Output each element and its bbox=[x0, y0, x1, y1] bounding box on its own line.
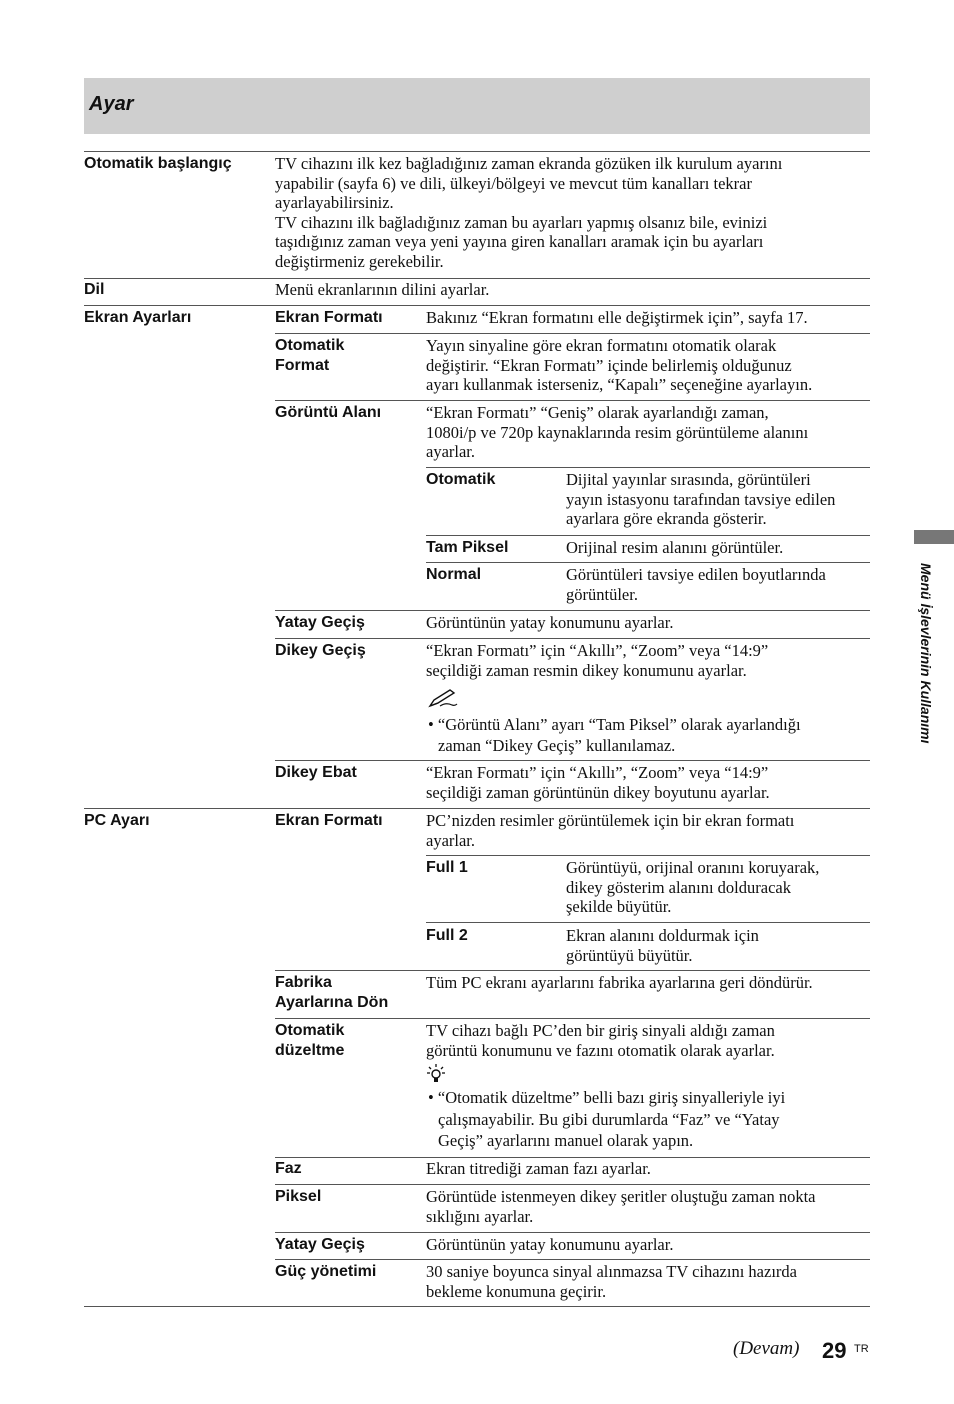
text-line: Menü ekranlarının dilini ayarlar. bbox=[275, 280, 490, 299]
tip-line: Geçiş” ayarlarını manuel olarak yapın. bbox=[438, 1131, 694, 1150]
text-line: ayarlar. bbox=[426, 830, 476, 850]
text-line: bekleme konumuna geçirir. bbox=[426, 1281, 607, 1301]
page-number: 29 bbox=[822, 1338, 847, 1363]
row-text-otomatik-baslangic bbox=[275, 154, 782, 272]
sub-text-piksel bbox=[426, 1187, 815, 1226]
sub-label-dikey-gecis: Dikey Geçiş bbox=[275, 642, 366, 659]
rule bbox=[426, 562, 870, 563]
text-line: Görüntünün yatay konumunu ayarlar. bbox=[426, 613, 674, 632]
text-line: yayın istasyonu tarafından tavsiye edilen bbox=[566, 489, 836, 509]
rule bbox=[275, 1018, 870, 1019]
rule bbox=[275, 970, 870, 971]
sub-text-ekran-formati bbox=[426, 308, 808, 328]
option-label-full-1: Full 1 bbox=[426, 859, 468, 876]
text-line: Yayın sinyaline göre ekran formatını otomatik olarak bbox=[426, 336, 777, 355]
pencil-note-icon bbox=[428, 688, 458, 708]
sub-label-faz: Faz bbox=[275, 1160, 302, 1177]
language-code: TR bbox=[854, 1343, 869, 1355]
row-label-otomatik-baslangic: Otomatik başlangıç bbox=[84, 155, 232, 172]
tip-otomatik-duzeltme bbox=[428, 1087, 785, 1152]
text-line: PC’nizden resimler görüntülemek için bir ekran formatı bbox=[426, 811, 795, 830]
note-line: zaman “Dikey Geçiş” kullanılamaz. bbox=[438, 736, 676, 755]
rule bbox=[275, 610, 870, 611]
text-line: değiştirir. “Ekran Formatı” içinde belirlemiş olduğunuz bbox=[426, 355, 792, 375]
sub-label-otomatik-format bbox=[275, 336, 344, 376]
note-line: • “Görüntü Alanı” ayarı “Tam Piksel” olarak ayarlandığı bbox=[428, 715, 801, 734]
label-line: Ayarlarına Dön bbox=[275, 994, 389, 1011]
text-line: Tüm PC ekranı ayarlarını fabrika ayarlarına geri döndürür. bbox=[426, 973, 813, 992]
label-line: Fabrika bbox=[275, 974, 332, 991]
text-line: Görüntüyü, orijinal oranını koruyarak, bbox=[566, 858, 820, 877]
text-line: görüntüyü büyütür. bbox=[566, 945, 693, 965]
label-line: Otomatik bbox=[275, 337, 345, 354]
sub-label-fabrika bbox=[275, 973, 388, 1013]
tip-line: çalışmayabilir. Bu gibi durumlarda “Faz” ve “Yatay bbox=[438, 1109, 780, 1129]
sub-label-ekran-formati: Ekran Formatı bbox=[275, 309, 383, 326]
side-tab-label: Menü İşlevlerinin Kullanımı bbox=[918, 563, 934, 744]
text-line: Görüntünün yatay konumunu ayarlar. bbox=[426, 1235, 674, 1254]
text-line: şekilde büyütür. bbox=[566, 897, 672, 917]
sub-label-piksel: Piksel bbox=[275, 1188, 322, 1205]
text-line: ayarlara göre ekranda gösterir. bbox=[566, 509, 767, 529]
row-label-pc-ayari: PC Ayarı bbox=[84, 812, 150, 829]
text-line: değiştirmeniz gerekebilir. bbox=[275, 251, 444, 271]
option-text-normal bbox=[566, 565, 826, 604]
option-text-full-2 bbox=[566, 926, 759, 965]
sub-label-yatay-gecis: Yatay Geçiş bbox=[275, 614, 365, 631]
text-line: dikey gösterim alanını dolduracak bbox=[566, 877, 791, 897]
label-line: düzeltme bbox=[275, 1042, 345, 1059]
row-text-dil bbox=[275, 280, 489, 300]
side-tab-text bbox=[912, 563, 936, 803]
rule bbox=[426, 467, 870, 468]
sub-text-otomatik-format bbox=[426, 336, 812, 395]
text-line: ayarlar. bbox=[426, 442, 476, 462]
text-line: TV cihazı bağlı PC’den bir giriş sinyali aldığı zaman bbox=[426, 1021, 775, 1040]
section-title: Ayar bbox=[89, 93, 134, 115]
option-label-full-2: Full 2 bbox=[426, 927, 468, 944]
label-line: Format bbox=[275, 357, 330, 374]
text-line: 30 saniye boyunca sinyal alınmazsa TV cihazını hazırda bbox=[426, 1262, 797, 1281]
lightbulb-tip-icon bbox=[427, 1063, 445, 1085]
text-line: Bakınız “Ekran formatını elle değiştirmek için”, sayfa 17. bbox=[426, 308, 808, 327]
rule bbox=[84, 278, 870, 279]
text-line: yapabilir (sayfa 6) ve dili, ülkeyi/bölgeyi ve mevcut tüm kanalları tekrar bbox=[275, 173, 752, 193]
option-label-normal: Normal bbox=[426, 566, 482, 583]
rule bbox=[84, 808, 870, 809]
sub-text-goruntu-alani bbox=[426, 403, 808, 462]
text-line: görüntüler. bbox=[566, 584, 638, 604]
sub-label-otomatik-duzeltme bbox=[275, 1021, 344, 1061]
rule bbox=[275, 638, 870, 639]
sub-label-dikey-ebat: Dikey Ebat bbox=[275, 764, 357, 781]
text-line: Ekran alanını doldurmak için bbox=[566, 926, 759, 945]
sub-text-pc-yatay-gecis bbox=[426, 1235, 673, 1255]
text-line: ayarı kullanmak isterseniz, “Kapalı” seçeneğine ayarlayın. bbox=[426, 375, 813, 395]
text-line: taşıdığınız zaman veya yeni yayına giren kanalları aramak için bu ayarları bbox=[275, 232, 764, 252]
rule bbox=[426, 922, 870, 923]
rule bbox=[275, 1184, 870, 1185]
sub-label-pc-ekran-formati: Ekran Formatı bbox=[275, 812, 383, 829]
rule bbox=[275, 1259, 870, 1260]
text-line: seçildiği zaman resmin dikey konumunu ayarlar. bbox=[426, 660, 747, 680]
rule bbox=[275, 760, 870, 761]
text-line: seçildiği zaman görüntünün dikey boyutunu ayarlar. bbox=[426, 782, 770, 802]
sub-text-pc-ekran-formati bbox=[426, 811, 794, 850]
text-line: ayarlayabilirsiniz. bbox=[275, 193, 394, 213]
note-dikey-gecis bbox=[428, 714, 801, 756]
rule bbox=[275, 1157, 870, 1158]
rule bbox=[275, 400, 870, 401]
rule bbox=[84, 305, 870, 306]
sub-text-guc-yonetimi bbox=[426, 1262, 797, 1301]
text-line: “Ekran Formatı” için “Akıllı”, “Zoom” veya “14:9” bbox=[426, 641, 769, 660]
text-line: Görüntüde istenmeyen dikey şeritler oluştuğu zaman nokta bbox=[426, 1187, 816, 1206]
option-text-full-1 bbox=[566, 858, 819, 917]
option-label-otomatik: Otomatik bbox=[426, 471, 496, 488]
section-header bbox=[84, 78, 870, 134]
row-label-dil: Dil bbox=[84, 281, 105, 298]
sub-text-faz bbox=[426, 1159, 651, 1179]
continued-label: (Devam) bbox=[733, 1338, 800, 1359]
text-line: Dijital yayınlar sırasında, görüntüleri bbox=[566, 470, 811, 489]
side-tab-marker bbox=[914, 530, 954, 544]
rule bbox=[275, 1232, 870, 1233]
text-line: “Ekran Formatı” için “Akıllı”, “Zoom” veya “14:9” bbox=[426, 763, 769, 782]
text-line: Orijinal resim alanını görüntüler. bbox=[566, 538, 784, 557]
text-line: Ekran titrediği zaman fazı ayarlar. bbox=[426, 1159, 651, 1178]
sub-text-otomatik-duzeltme bbox=[426, 1021, 775, 1060]
sub-label-pc-yatay-gecis: Yatay Geçiş bbox=[275, 1236, 365, 1253]
tip-line: • “Otomatik düzeltme” belli bazı giriş sinyalleriyle iyi bbox=[428, 1088, 786, 1107]
option-text-tam-piksel bbox=[566, 538, 783, 558]
label-line: Otomatik bbox=[275, 1022, 345, 1039]
rule-bottom bbox=[84, 1306, 870, 1307]
option-label-tam-piksel: Tam Piksel bbox=[426, 539, 509, 556]
sub-label-guc-yonetimi: Güç yönetimi bbox=[275, 1263, 377, 1280]
text-line: TV cihazını ilk kez bağladığınız zaman ekranda gözüken ilk kurulum ayarını bbox=[275, 154, 783, 173]
rule bbox=[426, 535, 870, 536]
sub-text-yatay-gecis bbox=[426, 613, 673, 633]
rule bbox=[426, 855, 870, 856]
rule bbox=[275, 333, 870, 334]
sub-label-goruntu-alani: Görüntü Alanı bbox=[275, 404, 382, 421]
text-line: TV cihazını ilk bağladığınız zaman bu ayarları yapmış olsanız bile, evinizi bbox=[275, 212, 768, 232]
sub-text-dikey-ebat bbox=[426, 763, 770, 802]
rule-top bbox=[84, 151, 870, 152]
text-line: görüntü konumunu ve fazını otomatik olarak ayarlar. bbox=[426, 1040, 775, 1060]
text-line: “Ekran Formatı” “Geniş” olarak ayarlandığı zaman, bbox=[426, 403, 769, 422]
option-text-otomatik bbox=[566, 470, 835, 529]
text-line: sıklığını ayarlar. bbox=[426, 1206, 534, 1226]
text-line: 1080i/p ve 720p kaynaklarında resim görüntüleme alanını bbox=[426, 422, 809, 442]
sub-text-fabrika bbox=[426, 973, 813, 993]
text-line: Görüntüleri tavsiye edilen boyutlarında bbox=[566, 565, 826, 584]
row-label-ekran-ayarlari: Ekran Ayarları bbox=[84, 309, 192, 326]
sub-text-dikey-gecis bbox=[426, 641, 768, 680]
